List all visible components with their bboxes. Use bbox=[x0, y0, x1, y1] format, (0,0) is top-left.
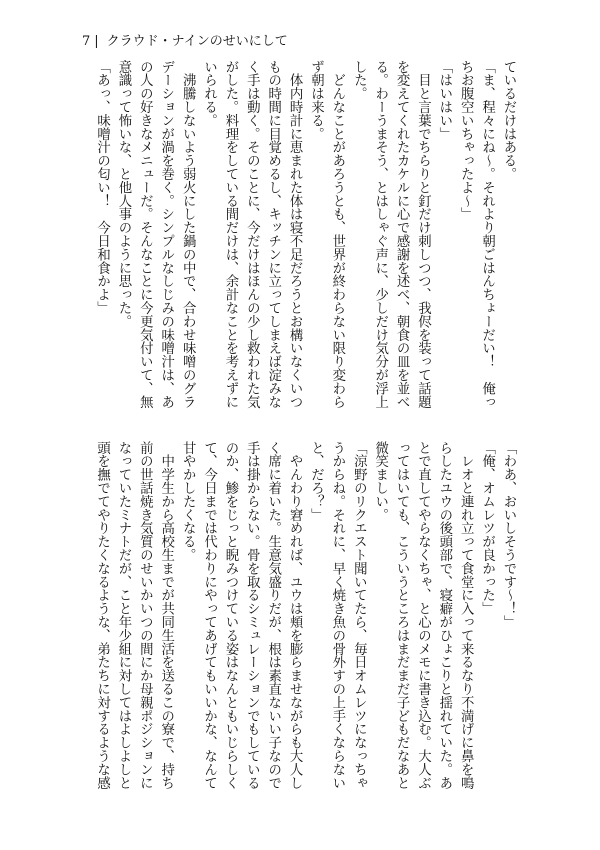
text-column: ちお腹空いちゃったよ〜」 bbox=[458, 60, 474, 221]
text-column: の人の好きなメニューだ。そんなことに今更気付いて、無 bbox=[137, 60, 153, 409]
text-column: いられる。 bbox=[201, 60, 217, 127]
text-column: 沸騰しないよう弱火にした鍋の中で、合わせ味噌のグラ bbox=[180, 60, 196, 409]
text-column: 「ま、程々にね〜。それより朝ごはんちょーだい！ 俺っ bbox=[479, 60, 495, 409]
text-column: く手は動く。そのことに、今だけはほんの少し救われた気 bbox=[244, 60, 260, 409]
text-column: した。 bbox=[351, 60, 367, 101]
page-number: 7 bbox=[82, 34, 91, 49]
lower-text-block bbox=[91, 441, 519, 791]
text-column: 目と言葉でちらりと釘だけ刺しつつ、我侭を装って話題 bbox=[415, 60, 431, 409]
text-column: く席に着いた。生意気盛りだが、根は素直ないい子なので bbox=[265, 441, 281, 790]
text-column: 意識って怖いな、と他人事のように思った。 bbox=[115, 60, 131, 328]
text-column: デーションが渦を巻く。シンプルなしじみの味噌汁は、あ bbox=[158, 60, 174, 409]
text-column: どんなことがあろうとも、世界が終わらない限り変わら bbox=[329, 60, 345, 409]
running-header bbox=[82, 30, 288, 49]
text-column: がした。料理をしている間だけは、余計なことを考えずに bbox=[222, 60, 238, 409]
text-column: 前の世話焼き気質のせいかいつの間にか母親ポジションに bbox=[137, 441, 153, 790]
text-column: ってはいても、こういうところはまだまだ子どもだなあと bbox=[394, 441, 410, 790]
text-column: る。わーうまそう、とはしゃぐ声に、少しだけ気分が浮上 bbox=[372, 60, 388, 409]
text-column: 中学生から高校生までが共同生活を送るこの寮で、持ち bbox=[158, 441, 174, 790]
header-separator: | bbox=[94, 34, 99, 49]
text-column: 「俺、オムレツが良かった」 bbox=[479, 441, 495, 616]
text-column: レオと連れ立って食堂に入って来るなり不満げに鼻を鳴 bbox=[458, 441, 474, 790]
text-column: 微笑ましい。 bbox=[372, 441, 388, 522]
text-column: うからね。それに、早く焼き魚の骨外すの上手くならない bbox=[329, 441, 345, 790]
text-column: なっていたミナトだが、こと年少組に対してはよしよしと bbox=[115, 441, 131, 790]
text-column: 「わあ、おいしそうです〜！」 bbox=[501, 441, 516, 629]
text-column: ず朝は来る。 bbox=[308, 60, 324, 141]
text-column: 「はいはい」 bbox=[436, 60, 452, 141]
text-column: 体内時計に恵まれた体は寝不足だろうとお構いなくいつ bbox=[287, 60, 303, 409]
text-column: ているだけはある。 bbox=[501, 60, 516, 181]
text-column: て、今日までは代わりにやってあげてもいいかな、なんて bbox=[201, 441, 217, 790]
text-column: 頭を撫でてやりたくなるような、弟たちに対するような感 bbox=[94, 441, 110, 790]
text-column: もの時間に目覚めるし、キッチンに立ってしまえば淀みな bbox=[265, 60, 281, 409]
text-column: らしたユウの後頭部で、寝癖がひょこりと揺れていた。あ bbox=[436, 441, 452, 790]
book-title: クラウド・ナインのせいにして bbox=[106, 34, 288, 49]
text-column: のか、鯵をじっと睨みつけている姿はなんともいじらしく bbox=[222, 441, 238, 790]
upper-text-block bbox=[91, 60, 519, 410]
text-column: 手は掛からない。骨を取るシミュレーションでもしている bbox=[244, 441, 260, 790]
text-column: 甘やかしたくなる。 bbox=[180, 441, 196, 562]
text-column: を変えてくれたカケルに心で感謝を述べ、朝食の皿を並べ bbox=[394, 60, 410, 409]
text-column: やんわり窘めれば、ユウは頬を膨らませながらも大人し bbox=[287, 441, 303, 790]
text-column: とで直してやらなくちゃ、と心のメモに書き込む。大人ぶ bbox=[415, 441, 431, 790]
text-column: 「涼野のリクエスト聞いてたら、毎日オムレツになっちゃ bbox=[351, 441, 367, 790]
text-column: と、だろ？」 bbox=[308, 441, 324, 522]
text-column: 「あっ、味噌汁の匂い！ 今日和食かよ」 bbox=[94, 60, 110, 315]
